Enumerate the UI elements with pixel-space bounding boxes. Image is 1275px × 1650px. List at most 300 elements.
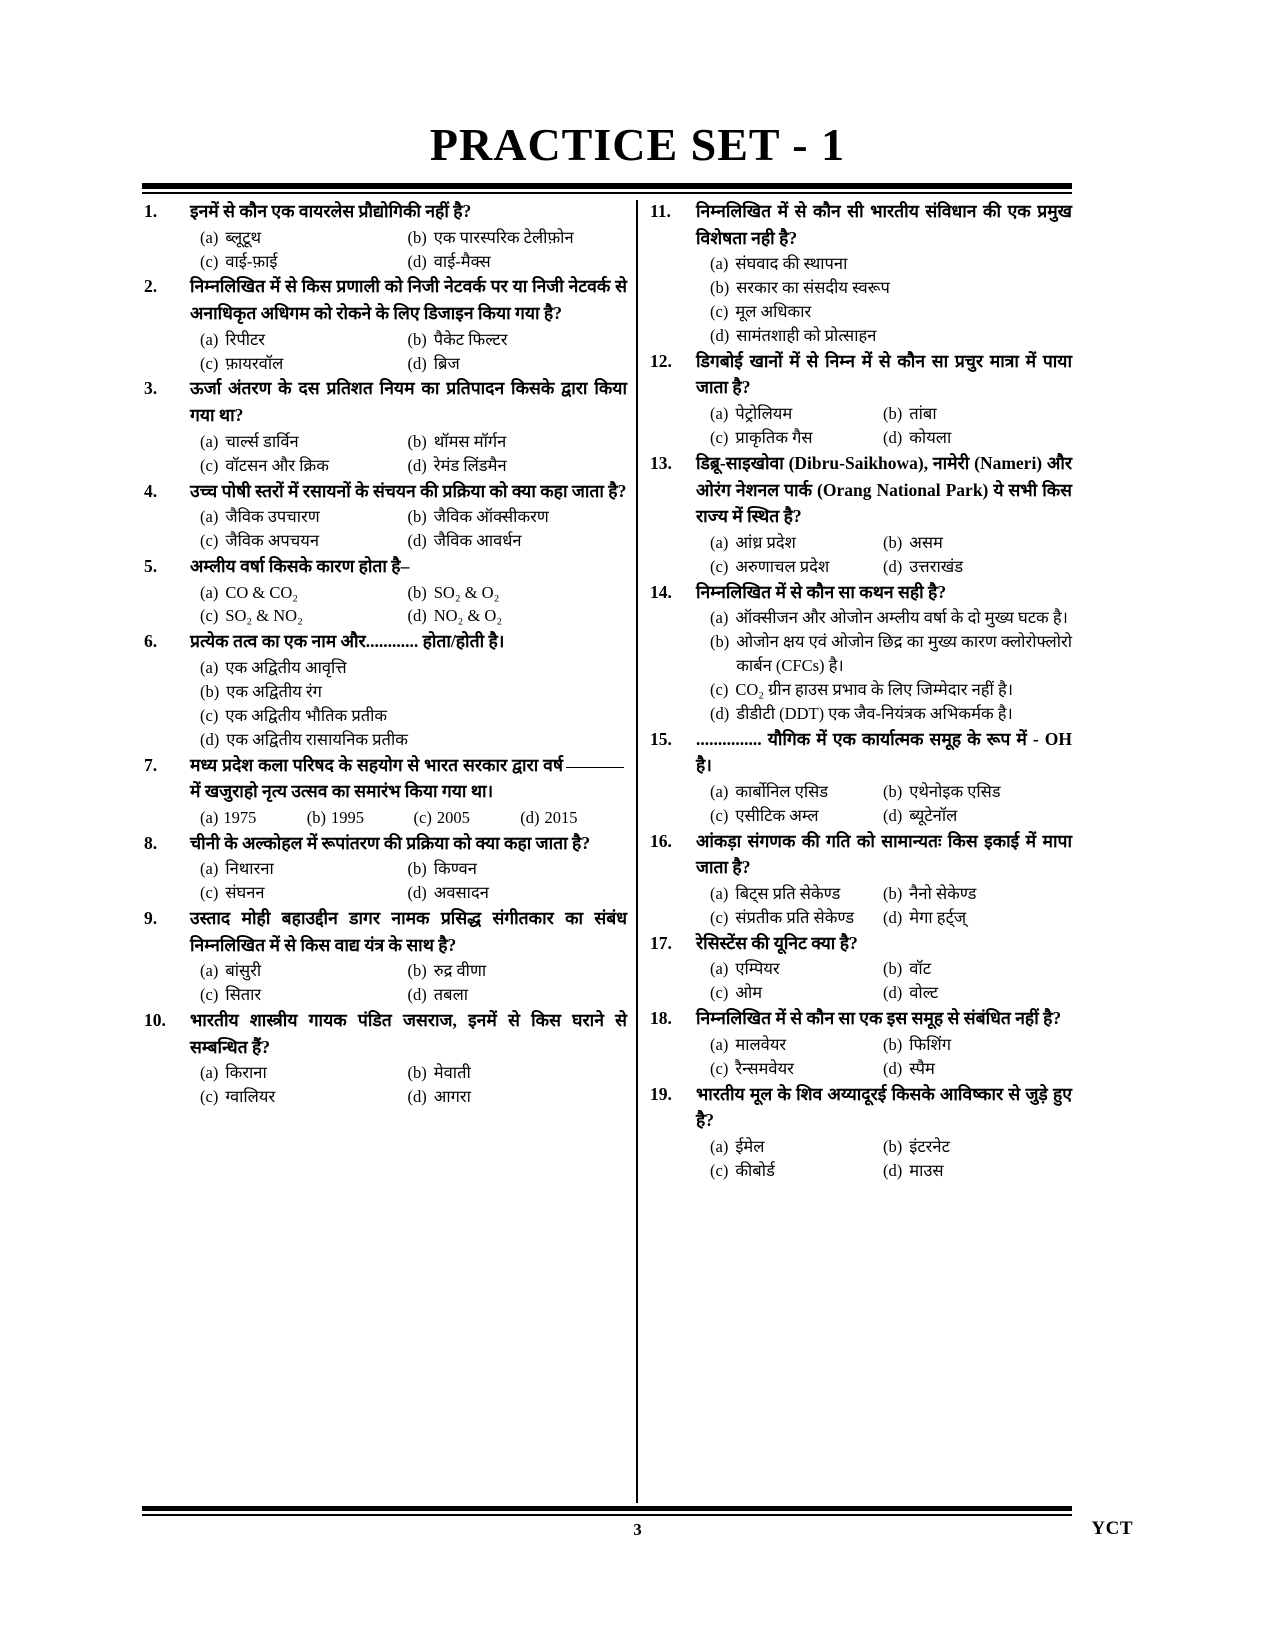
option-value: निथारना — [225, 859, 274, 879]
option-label: (b) — [407, 507, 427, 527]
option-item[interactable] — [883, 804, 1072, 828]
option-value: कीबोर्ड — [735, 1160, 775, 1180]
option-item[interactable] — [188, 959, 408, 983]
question-block — [648, 1005, 1072, 1080]
question-header — [142, 1007, 627, 1060]
option-label: (a) — [200, 431, 219, 451]
option-value: ग्वालियर — [225, 1087, 276, 1107]
question-block — [648, 828, 1072, 930]
option-value: रैन्समवेयर — [735, 1058, 794, 1078]
question-text: डिगबोई खानों में से निम्न में से कौन सा प्रचुर मात्रा में पाया जाता है? — [696, 350, 1072, 398]
footer-page-number: 3 — [633, 1520, 642, 1539]
option-value: ब्रिज — [433, 353, 460, 373]
option-item[interactable] — [408, 1061, 628, 1085]
question-number: 14. — [650, 581, 672, 602]
option-item[interactable] — [188, 1061, 408, 1085]
option-row — [694, 555, 1072, 579]
option-row — [188, 430, 627, 454]
option-label: (b) — [200, 681, 220, 701]
option-value: आंध्र प्रदेश — [735, 532, 796, 552]
option-item[interactable] — [188, 454, 408, 478]
option-label: (d) — [710, 703, 730, 723]
option-value: रिपीटर — [225, 329, 266, 349]
option-label: (d) — [407, 531, 427, 551]
option-item[interactable] — [188, 881, 408, 905]
option-value: पेट्रोलियम — [735, 404, 793, 424]
option-label: (b) — [883, 1034, 903, 1054]
option-item[interactable] — [694, 1033, 883, 1057]
option-value: मेगा हर्ट्ज् — [909, 907, 967, 927]
option-item[interactable] — [188, 656, 627, 680]
option-row — [694, 1135, 1072, 1159]
option-label: (d) — [883, 427, 903, 447]
option-label: (d) — [407, 1087, 427, 1107]
option-label: (a) — [200, 227, 219, 247]
option-value: फिशिंग — [909, 1034, 952, 1054]
option-list — [188, 505, 627, 553]
option-value: मूल अधिकार — [735, 302, 812, 322]
option-label: (a) — [710, 781, 729, 801]
option-item[interactable] — [694, 630, 1072, 678]
option-label: (a) — [200, 582, 219, 602]
question-header — [142, 478, 627, 505]
question-header — [142, 752, 627, 805]
option-value: रुद्र वीणा — [433, 961, 487, 981]
option-value: वॉट — [909, 959, 932, 979]
question-header — [648, 726, 1072, 779]
option-item[interactable] — [188, 529, 408, 553]
option-label: (c) — [710, 556, 729, 576]
option-label: (d) — [200, 729, 220, 749]
question-header — [648, 930, 1072, 957]
option-value: CO & CO₂ — [225, 582, 299, 602]
option-value: थॉमस मॉर्गन — [433, 431, 507, 451]
option-item[interactable] — [408, 581, 628, 605]
option-label: (a) — [710, 608, 729, 628]
option-item[interactable] — [408, 352, 628, 376]
option-item[interactable] — [188, 505, 408, 529]
option-value: एम्पियर — [735, 959, 780, 979]
question-header — [142, 375, 627, 428]
question-header — [648, 828, 1072, 881]
option-item[interactable] — [694, 702, 1072, 726]
option-value: एक अद्वितीय आवृत्ति — [225, 657, 347, 677]
option-item[interactable] — [694, 276, 1072, 300]
option-row — [188, 704, 627, 728]
option-item[interactable] — [408, 881, 628, 905]
option-label: (c) — [710, 805, 729, 825]
option-item[interactable] — [883, 906, 1072, 930]
option-label: (d) — [407, 251, 427, 271]
option-value: जैविक आवर्धन — [433, 531, 522, 551]
question-text: रेसिस्टेंस की यूनिट क्या है? — [696, 932, 858, 953]
option-label: (a) — [710, 532, 729, 552]
option-item[interactable] — [694, 300, 1072, 324]
option-value: माउस — [909, 1160, 944, 1180]
question-number: 6. — [144, 631, 158, 652]
option-label: (d) — [407, 606, 427, 626]
question-text: आंकड़ा संगणक की गति को सामान्यतः किस इकाई में मापा जाता है? — [696, 830, 1072, 878]
option-label: (c) — [200, 353, 219, 373]
option-label: (d) — [520, 807, 540, 827]
option-value: ऑक्सीजन और ओजोन अम्लीय वर्षा के दो मुख्य घटक है। — [735, 608, 1068, 628]
option-row — [188, 857, 627, 881]
question-number: 17. — [650, 932, 672, 953]
option-item[interactable] — [883, 1135, 1072, 1159]
option-value: स्पैम — [909, 1058, 935, 1078]
option-value: चार्ल्स डार्विन — [225, 431, 299, 451]
option-value: फ़ायरवॉल — [225, 353, 284, 373]
question-text: चीनी के अल्कोहल में रूपांतरण की प्रक्रिया को क्या कहा जाता है? — [190, 832, 591, 853]
option-label: (c) — [200, 705, 219, 725]
option-value: SO₂ & O₂ — [433, 582, 500, 602]
option-row — [694, 630, 1072, 678]
option-value: पैकेट फिल्टर — [433, 329, 508, 349]
option-label: (b) — [407, 1063, 427, 1083]
question-number: 2. — [144, 276, 158, 297]
option-value: सरकार का संसदीय स्वरूप — [736, 278, 890, 298]
option-value: इंटरनेट — [909, 1136, 950, 1156]
option-value: एक अद्वितीय भौतिक प्रतीक — [225, 705, 388, 725]
option-item[interactable] — [188, 983, 408, 1007]
option-item[interactable] — [188, 352, 408, 376]
option-list — [188, 656, 627, 752]
option-item[interactable] — [883, 426, 1072, 450]
question-header — [648, 348, 1072, 401]
option-item[interactable] — [188, 250, 408, 274]
option-value: असम — [909, 532, 943, 552]
question-number: 13. — [650, 452, 672, 473]
option-item[interactable] — [408, 1085, 628, 1109]
option-item[interactable] — [694, 426, 883, 450]
option-label: (d) — [710, 325, 730, 345]
option-item[interactable] — [694, 957, 883, 981]
top-divider-rule — [142, 183, 1072, 194]
option-item[interactable] — [188, 328, 408, 352]
option-label: (a) — [200, 807, 219, 827]
option-label: (d) — [883, 556, 903, 576]
option-row — [188, 454, 627, 478]
option-row — [188, 881, 627, 905]
option-item[interactable] — [694, 324, 1072, 348]
option-item[interactable] — [883, 780, 1072, 804]
option-item[interactable] — [694, 780, 883, 804]
question-header — [142, 905, 627, 958]
option-label: (b) — [407, 961, 427, 981]
option-row — [694, 1159, 1072, 1183]
option-value: 2015 — [544, 807, 578, 827]
option-item[interactable] — [694, 981, 883, 1005]
option-item[interactable] — [694, 531, 883, 555]
option-label: (b) — [710, 632, 730, 652]
fill-in-blank — [566, 767, 624, 768]
option-row — [188, 328, 627, 352]
option-label: (c) — [710, 427, 729, 447]
option-value: बिट्स प्रति सेकेण्ड — [735, 883, 841, 903]
option-label: (b) — [407, 582, 427, 602]
option-value: जैविक ऑक्सीकरण — [433, 507, 549, 527]
option-item[interactable] — [188, 728, 627, 752]
option-value: जैविक उपचारण — [225, 507, 320, 527]
option-item[interactable] — [408, 857, 628, 881]
option-list — [188, 581, 627, 629]
option-label: (b) — [883, 404, 903, 424]
option-item[interactable] — [883, 1159, 1072, 1183]
option-list — [188, 430, 627, 478]
option-item[interactable] — [694, 1159, 883, 1183]
option-item[interactable] — [520, 806, 627, 830]
option-row — [694, 702, 1072, 726]
option-item[interactable] — [694, 555, 883, 579]
question-header — [648, 450, 1072, 530]
option-list — [694, 606, 1072, 726]
option-item[interactable] — [188, 857, 408, 881]
option-value: संघवाद की स्थापना — [735, 254, 848, 274]
option-label: (c) — [710, 983, 729, 1003]
option-item[interactable] — [188, 226, 408, 250]
option-label: (c) — [710, 1058, 729, 1078]
question-text: इनमें से कौन एक वायरलेस प्रौद्योगिकी नहीं है? — [190, 201, 472, 221]
option-item[interactable] — [408, 604, 628, 628]
option-item[interactable] — [694, 1135, 883, 1159]
option-value: ब्लूटूथ — [225, 227, 262, 247]
question-block — [142, 478, 627, 553]
option-value: एसीटिक अम्ल — [735, 805, 819, 825]
option-label: (d) — [407, 883, 427, 903]
option-item[interactable] — [408, 250, 628, 274]
option-label: (a) — [710, 1136, 729, 1156]
option-item[interactable] — [188, 704, 627, 728]
option-row — [694, 252, 1072, 276]
option-row — [188, 728, 627, 752]
option-value: एक पारस्परिक टेलीफ़ोन — [433, 227, 574, 247]
option-value: NO₂ & O₂ — [433, 606, 503, 626]
question-block — [142, 628, 627, 751]
question-header — [142, 628, 627, 655]
question-number: 11. — [650, 201, 671, 221]
column-divider — [636, 200, 638, 1503]
question-block — [648, 348, 1072, 450]
option-item[interactable] — [883, 981, 1072, 1005]
option-item[interactable] — [408, 505, 628, 529]
option-row — [694, 957, 1072, 981]
question-header — [142, 553, 627, 580]
option-label: (b) — [407, 227, 427, 247]
question-text: भारतीय मूल के शिव अय्यादूरई किसके आविष्कार से जुड़े हुए है? — [696, 1083, 1072, 1131]
option-value: मेवाती — [433, 1063, 471, 1083]
option-label: (d) — [407, 985, 427, 1005]
option-row — [188, 505, 627, 529]
option-label: (a) — [200, 961, 219, 981]
option-value: एक अद्वितीय रंग — [226, 681, 322, 701]
option-item[interactable] — [408, 529, 628, 553]
bottom-divider-rule — [142, 1506, 1072, 1516]
option-value: जैविक अपचयन — [225, 531, 319, 551]
option-value: रेमंड लिंडमैन — [433, 455, 507, 475]
option-label: (c) — [200, 455, 219, 475]
option-item[interactable] — [307, 806, 414, 830]
option-label: (b) — [306, 807, 326, 827]
question-text: अम्लीय वर्षा किसके कारण होता है– — [190, 555, 410, 576]
option-value: ब्यूटेनॉल — [909, 805, 958, 825]
question-block — [648, 450, 1072, 579]
question-header — [648, 198, 1072, 251]
option-item[interactable] — [188, 680, 627, 704]
option-value: मालवेयर — [735, 1034, 787, 1054]
footer-brand: YCT — [1091, 1518, 1133, 1539]
option-label: (c) — [413, 807, 432, 827]
option-value: कार्बोनिल एसिड — [735, 781, 829, 801]
option-item[interactable] — [188, 604, 408, 628]
question-text — [190, 752, 627, 805]
option-item[interactable] — [408, 983, 628, 1007]
option-row — [694, 531, 1072, 555]
option-item[interactable] — [883, 957, 1072, 981]
question-header — [142, 273, 627, 326]
option-item[interactable] — [408, 959, 628, 983]
option-label: (a) — [710, 1034, 729, 1054]
question-block — [648, 726, 1072, 828]
option-list — [188, 328, 627, 376]
question-block — [648, 579, 1072, 726]
option-item[interactable] — [408, 430, 628, 454]
question-header — [142, 198, 627, 225]
option-item[interactable] — [414, 806, 521, 830]
option-item[interactable] — [694, 402, 883, 426]
question-text: निम्नलिखित में से कौन सा कथन सही है? — [696, 581, 947, 602]
option-item[interactable] — [694, 882, 883, 906]
option-label: (c) — [200, 1087, 219, 1107]
option-row — [188, 226, 627, 250]
option-row — [188, 1061, 627, 1085]
option-label: (d) — [883, 1058, 903, 1078]
option-label: (c) — [710, 679, 729, 699]
question-header — [648, 1005, 1072, 1032]
option-list — [694, 780, 1072, 828]
option-row — [694, 780, 1072, 804]
option-label: (b) — [883, 959, 903, 979]
option-row — [188, 604, 627, 628]
question-block — [142, 198, 627, 273]
option-list — [694, 252, 1072, 348]
option-item[interactable] — [883, 882, 1072, 906]
option-label: (c) — [200, 531, 219, 551]
question-text: निम्नलिखित में से किस प्रणाली को निजी नेटवर्क पर या निजी नेटवर्क से अनाधिकृत अधिगम को रोकने के लिए डिजाइन किया गया है? — [190, 276, 627, 324]
option-list — [188, 959, 627, 1007]
option-value: डीडीटी (DDT) एक जैव-नियंत्रक अभिकर्मक है। — [736, 703, 1013, 723]
option-value: SO₂ & NO₂ — [225, 606, 303, 626]
question-block — [648, 1081, 1072, 1183]
question-number: 12. — [650, 350, 672, 371]
option-item[interactable] — [694, 906, 883, 930]
question-text: भारतीय शास्त्रीय गायक पंडित जसराज, इनमें से किस घराने से सम्बन्धित हैं? — [190, 1010, 627, 1057]
option-row — [188, 959, 627, 983]
question-number: 1. — [144, 201, 158, 221]
option-row — [694, 1057, 1072, 1081]
option-item[interactable] — [188, 581, 408, 605]
option-item[interactable] — [200, 806, 307, 830]
option-item[interactable] — [883, 555, 1072, 579]
question-number: 9. — [144, 908, 158, 929]
question-column-right — [648, 198, 1072, 1183]
option-item[interactable] — [883, 531, 1072, 555]
question-block — [142, 375, 627, 477]
option-item[interactable] — [694, 804, 883, 828]
question-number: 7. — [144, 754, 158, 775]
option-item[interactable] — [694, 606, 1072, 630]
question-number: 8. — [144, 832, 158, 853]
option-item[interactable] — [408, 454, 628, 478]
option-row — [694, 426, 1072, 450]
option-value: सितार — [225, 985, 262, 1005]
question-block — [142, 752, 627, 830]
option-value: सामंतशाही को प्रोत्साहन — [736, 325, 877, 345]
option-item[interactable] — [408, 328, 628, 352]
option-label: (b) — [883, 883, 903, 903]
option-row — [694, 606, 1072, 630]
question-number: 5. — [144, 555, 158, 576]
option-row — [188, 1085, 627, 1109]
option-row — [694, 402, 1072, 426]
option-list — [694, 1135, 1072, 1183]
option-label: (c) — [710, 302, 729, 322]
option-value: एक अद्वितीय रासायनिक प्रतीक — [226, 729, 408, 749]
option-label: (a) — [710, 254, 729, 274]
option-item[interactable] — [408, 226, 628, 250]
option-item[interactable] — [188, 430, 408, 454]
option-item[interactable] — [694, 1057, 883, 1081]
question-text-before-blank: मध्य प्रदेश कला परिषद के सहयोग से भारत सरकार द्वारा वर्ष — [190, 754, 563, 775]
option-item[interactable] — [883, 1057, 1072, 1081]
question-number: 18. — [650, 1008, 672, 1029]
option-label: (b) — [710, 278, 730, 298]
option-item[interactable] — [883, 402, 1072, 426]
option-value: ईमेल — [735, 1136, 765, 1156]
question-block — [142, 553, 627, 628]
option-item[interactable] — [694, 678, 1072, 702]
page-title: PRACTICE SET - 1 — [429, 119, 846, 170]
question-number: 4. — [144, 480, 158, 501]
option-row — [694, 300, 1072, 324]
option-item[interactable] — [188, 1085, 408, 1109]
option-list — [694, 402, 1072, 450]
option-label: (d) — [883, 805, 903, 825]
question-text-after-blank: में खजुराहो नृत्य उत्सव का समारंभ किया गया था। — [190, 781, 494, 802]
option-label: (d) — [883, 983, 903, 1003]
option-label: (a) — [200, 1063, 219, 1083]
question-block — [142, 830, 627, 905]
question-text: निम्नलिखित में से कौन सा एक इस समूह से संबंधित नहीं है? — [696, 1008, 1062, 1029]
option-label: (d) — [407, 455, 427, 475]
option-value: वोल्ट — [909, 983, 939, 1003]
question-header — [648, 1081, 1072, 1134]
option-item[interactable] — [694, 252, 1072, 276]
question-text: प्रत्येक तत्व का एक नाम और............ होता/होती है। — [190, 631, 505, 652]
option-label: (c) — [710, 1160, 729, 1180]
option-value: वॉटसन और क्रिक — [225, 455, 329, 475]
option-label: (d) — [407, 353, 427, 373]
option-label: (a) — [200, 507, 219, 527]
option-item[interactable] — [883, 1033, 1072, 1057]
option-list — [694, 531, 1072, 579]
option-value: वाई-फ़ाई — [225, 251, 278, 271]
option-label: (a) — [200, 329, 219, 349]
option-value: किराना — [225, 1063, 267, 1083]
question-block — [648, 930, 1072, 1005]
option-label: (c) — [200, 251, 219, 271]
option-value: ओम — [735, 983, 763, 1003]
option-label: (c) — [200, 606, 219, 626]
